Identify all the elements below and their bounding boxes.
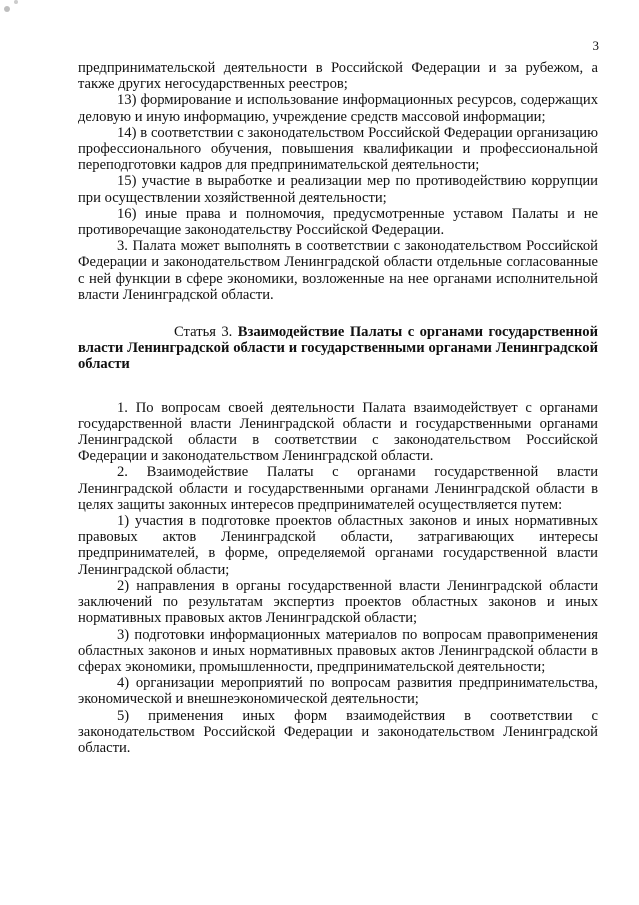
paragraph: предпринимательской деятельности в Российской Федерации и за рубежом, а также других негосударственных реестров; bbox=[78, 60, 598, 93]
scan-speck bbox=[14, 0, 18, 4]
paragraph: 5) применения иных форм взаимодействия в соответствии с законодательством Российской Федерации и законодательством Ленинградской области. bbox=[78, 707, 598, 756]
scan-speck bbox=[4, 6, 10, 12]
document-body bbox=[78, 60, 598, 756]
paragraph: 14) в соответствии с законодательством Российской Федерации организацию профессионального обучения, повышения квалификации и профессиональной переподготовки кадров для предпринимательской деятельности; bbox=[78, 124, 598, 174]
spacer bbox=[78, 373, 598, 400]
paragraph: 4) организации мероприятий по вопросам развития предпринимательства, экономической и внешнеэкономической деятельности; bbox=[78, 675, 598, 708]
page-number: 3 bbox=[592, 38, 599, 53]
article-prefix: Статья 3. bbox=[174, 324, 238, 341]
paragraph: 1) участия в подготовке проектов областных законов и иных нормативных правовых актов Ленинградской области, затрагивающих интересы предпринимателей, в форме, определяемой органами государственной власти Ленинградской области; bbox=[78, 513, 598, 578]
paragraph: 2) направления в органы государственной власти Ленинградской области заключений по результатам экспертиз проектов областных законов и иных нормативных правовых актов Ленинградской области; bbox=[78, 577, 598, 627]
article-heading bbox=[78, 324, 598, 373]
paragraph: 16) иные права и полномочия, предусмотренные уставом Палаты и не противоречащие законодательству Российской Федерации. bbox=[78, 205, 598, 239]
paragraph: 1. По вопросам своей деятельности Палата взаимодействует с органами государственной власти Ленинградской области и государственными органами Ленинградской области в соответствии с законодательством Российской Федерации и законодательством Ленинградской области. bbox=[78, 399, 598, 465]
paragraph: 3) подготовки информационных материалов по вопросам правоприменения областных законов и иных нормативных правовых актов Ленинградской области в сферах экономики, промышленности, предпринимательской деятельности; bbox=[78, 626, 598, 675]
top-paragraphs bbox=[78, 60, 598, 303]
paragraph: 3. Палата может выполнять в соответствии с законодательством Российской Федерации и законодательством Ленинградской области отдельные согласованные с ней функции в сфере экономики, возложенные на нее органами исполнительной власти Ленинградской области. bbox=[78, 238, 598, 303]
article-title: Взаимодействие Палаты с органами государственной власти Ленинградской области и государственными органами Ленинградской области bbox=[78, 324, 598, 373]
bottom-paragraphs bbox=[78, 400, 598, 756]
paragraph: 2. Взаимодействие Палаты с органами государственной власти Ленинградской области и государственными органами Ленинградской области в целях защиты законных интересов предпринимателей осуществляется путем: bbox=[78, 464, 598, 513]
paragraph: 15) участие в выработке и реализации мер по противодействию коррупции при осуществлении хозяйственной деятельности; bbox=[78, 173, 598, 206]
paragraph: 13) формирование и использование информационных ресурсов, содержащих деловую и иную информацию, учреждение средств массовой информации; bbox=[78, 92, 598, 125]
